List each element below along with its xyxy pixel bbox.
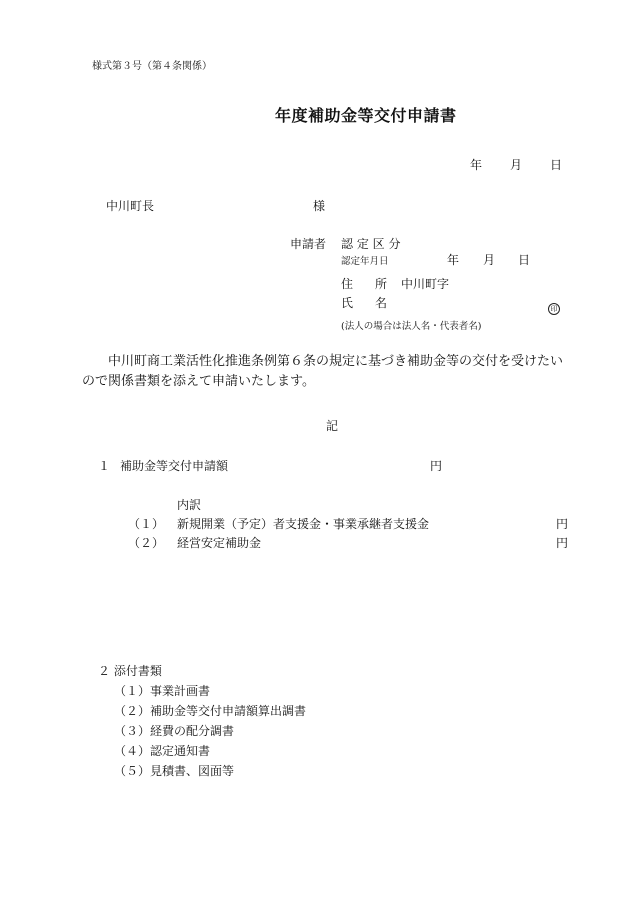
attachment-item-5: （５）見積書、図面等: [114, 764, 235, 778]
attachment-item-1: （１）事業計画書: [114, 684, 211, 698]
address-value: 中川町字: [401, 277, 450, 291]
section1-unit: 円: [430, 459, 443, 473]
ki-heading: 記: [326, 419, 339, 433]
date-day-label: 日: [550, 158, 563, 172]
name-label-1: 氏: [341, 296, 354, 310]
cert-category-label: 認 定 区 分: [341, 237, 401, 251]
form-number: 様式第３号（第４条関係）: [92, 61, 212, 72]
attachment-item-2: （２）補助金等交付申請額算出調書: [114, 704, 307, 718]
section2-title: ２ 添付書類: [98, 664, 162, 678]
date-year-label: 年: [470, 158, 483, 172]
date-month-label: 月: [510, 158, 523, 172]
name-label-2: 名: [375, 296, 388, 310]
address-label-1: 住: [341, 277, 354, 291]
cert-date-day: 日: [518, 253, 531, 267]
breakdown-item-2-number: （２）: [128, 536, 165, 550]
section1-label: 補助金等交付申請額: [120, 459, 229, 473]
seal-mark: [548, 296, 560, 315]
cert-date-label: 認定年月日: [341, 256, 389, 267]
corporate-note: (法人の場合は法人名・代表者名): [341, 321, 482, 332]
breakdown-item-2-unit: 円: [556, 536, 569, 550]
application-statement: 中川町商工業活性化推進条例第６条の規定に基づき補助金等の交付を受けたいので関係書類を添えて申請いたします。: [82, 354, 564, 389]
breakdown-item-1-label: 新規開業（予定）者支援金・事業承継者支援金: [177, 517, 430, 531]
breakdown-item-2-label: 経営安定補助金: [177, 536, 262, 550]
applicant-label: 申請者: [290, 237, 327, 251]
attachment-item-4: （４）認定通知書: [114, 744, 211, 758]
page-title: 年度補助金等交付申請書: [275, 106, 457, 125]
breakdown-item-1-number: （１）: [128, 517, 165, 531]
attachment-item-3: （３）経費の配分調書: [114, 724, 235, 738]
addressee-honorific: 様: [313, 199, 326, 213]
address-label-2: 所: [375, 277, 388, 291]
section1-number: １: [98, 459, 111, 473]
seal-icon: 印: [548, 303, 560, 315]
addressee-name: 中川町長: [106, 199, 155, 213]
cert-date-month: 月: [483, 253, 496, 267]
breakdown-item-1-unit: 円: [556, 517, 569, 531]
cert-date-year: 年: [447, 253, 460, 267]
breakdown-title: 内訳: [177, 498, 202, 512]
